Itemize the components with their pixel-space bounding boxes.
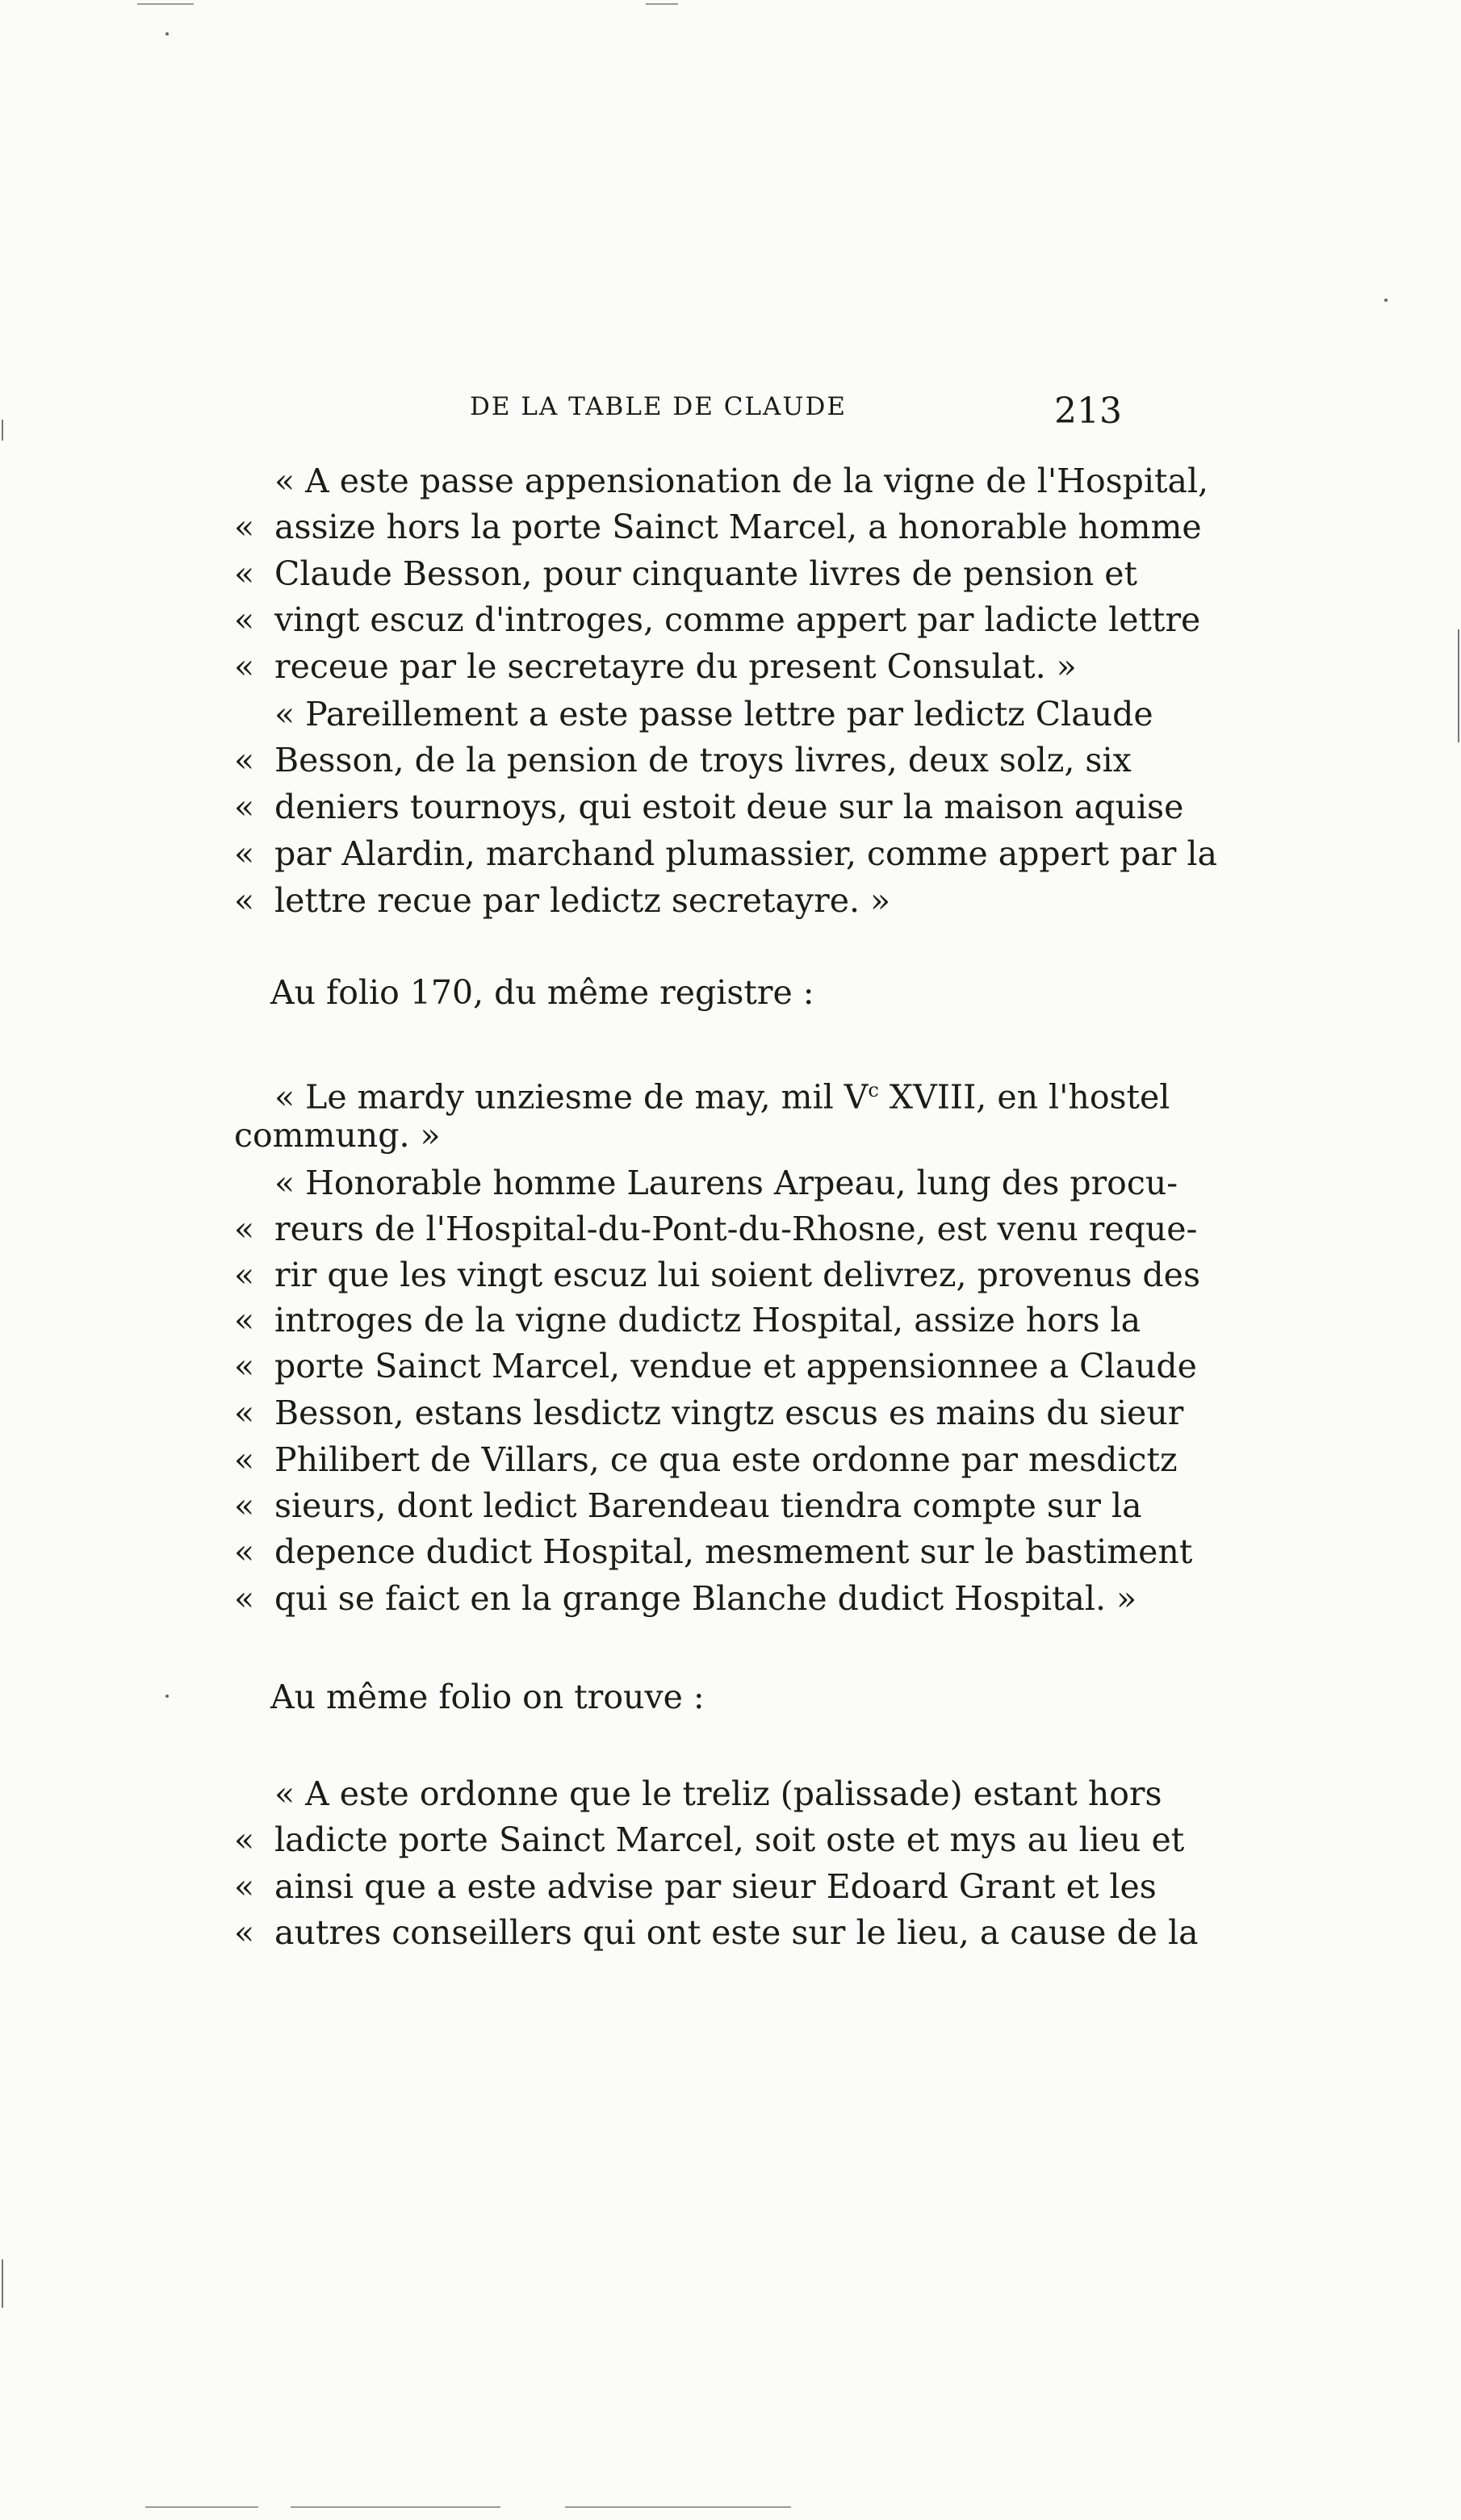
guillemet: «	[234, 788, 255, 826]
guillemet: «	[234, 647, 255, 686]
scan-artifact	[2, 420, 3, 441]
line-text: Besson, de la pension de troys livres, deux solz, six	[274, 741, 1132, 779]
guillemet: «	[234, 1820, 255, 1859]
guillemet: «	[234, 834, 255, 873]
line-text: introges de la vigne dudictz Hospital, assize hors la	[274, 1301, 1141, 1339]
scan-artifact	[137, 3, 194, 5]
scan-artifact	[1458, 629, 1459, 742]
line-text	[270, 1678, 705, 1716]
text-line	[234, 508, 1202, 546]
line-text: rir que les vingt escuz lui soient delivrez, provenus des	[274, 1256, 1200, 1294]
guillemet: «	[234, 508, 255, 546]
line-text: qui se faict en la grange Blanche dudict Hospital. »	[274, 1579, 1137, 1618]
line-text: sieurs, dont ledict Barendeau tiendra compte sur la	[274, 1486, 1142, 1525]
line-text-segment: XVIII, en l'hostel	[878, 1077, 1170, 1117]
text-line	[274, 695, 1153, 733]
line-text: Philibert de Villars, ce qua este ordonne par mesdictz	[274, 1440, 1178, 1479]
line-text	[274, 1072, 1170, 1116]
text-line	[234, 1394, 1184, 1432]
line-text-segment: Au même folio on trouve :	[270, 1678, 705, 1716]
text-line	[274, 1072, 1170, 1117]
text-line	[234, 741, 1132, 779]
line-text: reurs de l'Hospital-du-Pont-du-Rhosne, est venu reque-	[274, 1210, 1198, 1248]
text-line	[234, 1532, 1193, 1571]
text-line	[270, 974, 814, 1011]
text-line	[234, 788, 1184, 826]
guillemet: «	[234, 1301, 255, 1339]
line-text: assize hors la porte Sainct Marcel, a honorable homme	[274, 508, 1202, 546]
line-text-segment: Au folio 170, du même registre :	[270, 973, 814, 1012]
text-line	[274, 1774, 1162, 1813]
text-line	[234, 1486, 1142, 1525]
guillemet: «	[234, 1913, 255, 1952]
line-text	[274, 696, 1153, 733]
line-text: porte Sainct Marcel, vendue et appensionnee a Claude	[274, 1347, 1197, 1385]
guillemet: «	[234, 1532, 255, 1571]
text-line	[274, 462, 1209, 500]
line-text: Claude Besson, pour cinquante livres de pension et	[274, 554, 1138, 593]
line-text-segment: « A este passe appensionation de la vigne de l'Hospital,	[274, 462, 1209, 500]
line-text	[234, 1117, 441, 1154]
line-text-segment: « Pareillement a este passe lettre par ledictz Claude	[274, 695, 1153, 733]
line-text-segment: « Honorable homme Laurens Arpeau, lung des procu-	[274, 1164, 1178, 1202]
scan-artifact	[165, 1695, 169, 1698]
scan-artifact	[565, 2506, 791, 2508]
line-text: depence dudict Hospital, mesmement sur le bastiment	[274, 1532, 1193, 1571]
guillemet: «	[234, 741, 255, 779]
text-line	[234, 834, 1217, 873]
text-line	[234, 1210, 1198, 1248]
page-number: 213	[1054, 391, 1122, 432]
text-line	[234, 1867, 1157, 1906]
line-text: lettre recue par ledictz secretayre. »	[274, 881, 891, 920]
guillemet: «	[234, 1440, 255, 1479]
guillemet: «	[234, 1394, 255, 1432]
guillemet: «	[234, 1347, 255, 1385]
guillemet: «	[234, 1210, 255, 1248]
line-text	[274, 462, 1208, 499]
guillemet: «	[234, 1486, 255, 1525]
text-line	[234, 1440, 1178, 1479]
text-line	[234, 600, 1201, 639]
text-line	[274, 1164, 1178, 1202]
running-title: DE LA TABLE DE CLAUDE	[470, 392, 848, 421]
line-text: Besson, estans lesdictz vingtz escus es mains du sieur	[274, 1394, 1184, 1432]
guillemet: «	[234, 600, 255, 639]
line-text-segment: commung. »	[234, 1116, 441, 1155]
guillemet: «	[234, 881, 255, 920]
text-line	[270, 1678, 705, 1716]
line-text	[274, 1164, 1178, 1201]
text-line	[234, 1347, 1197, 1385]
line-text-segment: « Le mardy unziesme de may, mil V	[274, 1077, 869, 1117]
guillemet: «	[234, 554, 255, 593]
superscript: c	[868, 1079, 879, 1101]
line-text	[270, 974, 814, 1011]
line-text: ainsi que a este advise par sieur Edoard Grant et les	[274, 1867, 1157, 1906]
text-line	[234, 1820, 1185, 1859]
scan-artifact	[646, 3, 678, 5]
scan-artifact	[2, 2259, 3, 2308]
guillemet: «	[234, 1867, 255, 1906]
text-line	[234, 1579, 1137, 1618]
text-line	[234, 1256, 1200, 1294]
scan-artifact	[1384, 299, 1388, 302]
text-line	[234, 882, 1098, 919]
guillemet: «	[234, 1579, 255, 1618]
scan-artifact	[165, 32, 169, 36]
scan-artifact	[145, 2506, 258, 2508]
line-text: par Alardin, marchand plumassier, comme appert par la	[274, 834, 1217, 873]
line-text: ladicte porte Sainct Marcel, soit oste et mys au lieu et	[274, 1820, 1185, 1859]
text-line	[234, 1913, 1199, 1952]
text-line	[234, 1117, 441, 1154]
line-text: receue par le secretayre du present Consulat. »	[274, 647, 1077, 686]
scan-artifact	[291, 2506, 500, 2508]
line-text	[274, 1775, 1162, 1812]
text-line	[234, 648, 1098, 685]
line-text-segment: « A este ordonne que le treliz (palissade) estant hors	[274, 1774, 1162, 1813]
line-text: deniers tournoys, qui estoit deue sur la maison aquise	[274, 788, 1184, 826]
guillemet: «	[234, 1256, 255, 1294]
text-line	[234, 1301, 1141, 1339]
text-line	[234, 554, 1138, 593]
line-text: autres conseillers qui ont este sur le lieu, a cause de la	[274, 1913, 1199, 1952]
line-text: vingt escuz d'introges, comme appert par ladicte lettre	[274, 600, 1201, 639]
